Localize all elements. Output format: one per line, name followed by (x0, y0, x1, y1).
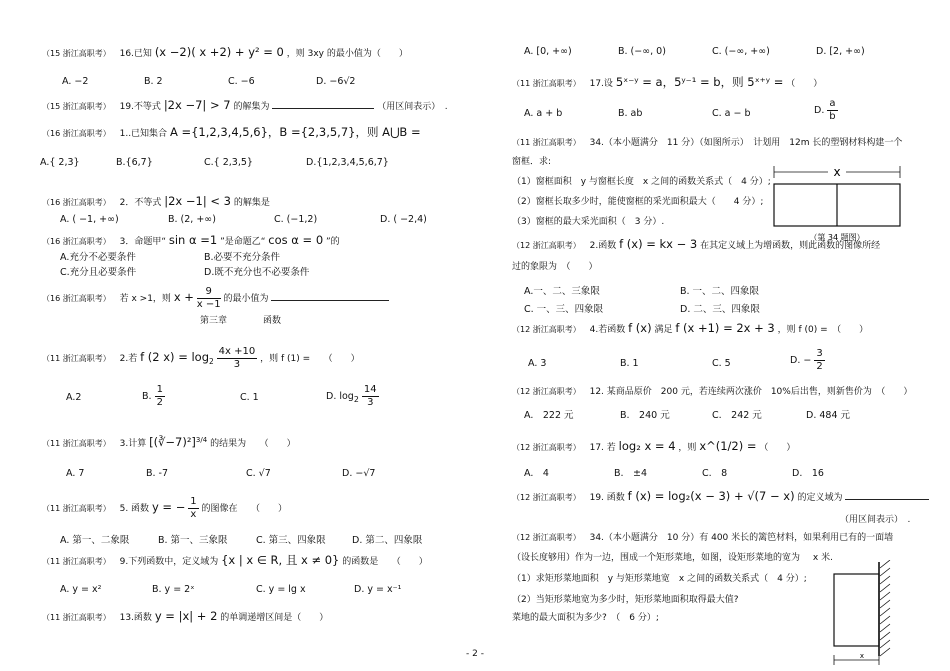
option-c: C. a − b (712, 108, 751, 119)
option-d: D. −6√2 (316, 76, 356, 87)
sub-question: （1）窗框面积 y 与窗框长度 x 之间的函数关系式（ 4 分）; (512, 177, 771, 187)
option-a: A. ( −1, +∞) (60, 214, 119, 225)
question-12-17: （12 浙江高职考） 17. 若 log₂ x = 4 ，则 x^(1/2) = （ ） (512, 439, 796, 453)
option-b: B. $\frac{1}{2}$ (142, 384, 163, 408)
option-c: C. 5 (712, 358, 731, 369)
question-12-34: （12 浙江高职考） 34.（本小题满分 10 分）有 400 米长的篱笆材料，如果利用已有的一面墙 (512, 533, 894, 543)
question-12-12: （12 浙江高职考） 12. 某商品原价 200 元，若连续两次涨价 10%后出售，则新售价为 （ ） (512, 387, 913, 397)
question-12-4: （12 浙江高职考） 4.若函数 f (x) 满足 f (x +1) = 2x + 3 ，则 f (0) = （ ） (512, 321, 869, 335)
question-text: 窗框．求: (512, 157, 552, 167)
option-d: D. [2, +∞) (816, 46, 865, 57)
answer-blank (845, 490, 929, 500)
option-c: C.{ 2,3,5} (204, 157, 253, 168)
option-d: D. ( −2,4) (380, 214, 427, 225)
option-d: D. 16 (792, 468, 824, 479)
answer-blank (271, 291, 389, 301)
option-a: A. y = x² (60, 584, 102, 595)
option-d: D. 484 元 (806, 410, 851, 421)
option-a: A.一、二、三象限 (524, 286, 600, 297)
question-16-3: （16 浙江高职考） 3．命题甲“ sin α =1 ”是命题乙“ cos α = 0 ”的 (42, 233, 340, 247)
option-c: C. y = lg x (256, 584, 306, 595)
question-12-2: （12 浙江高职考） 2.函数 f (x) = kx − 3 在其定义域上为增函数，则此函数的图像所经 (512, 237, 881, 251)
option-c: C. 第三、四象限 (256, 535, 326, 546)
option-d: D.{1,2,3,4,5,6,7} (306, 157, 389, 168)
option-b: B. -7 (146, 468, 169, 479)
figure-label: x (833, 165, 841, 179)
option-b: B. (2, +∞) (168, 214, 216, 225)
question-11-13: （11 浙江高职考） 13.函数 y = |x| + 2 的单调递增区间是（ ） (42, 609, 329, 623)
vegetable-plot-figure (830, 560, 896, 668)
option-a: A. a + b (524, 108, 563, 119)
option-b: B. 1 (620, 358, 639, 369)
question-11-2: （11 浙江高职考） 2.若 f (2 $x) = \log_2$ $\frac{4x +10}{3}$ ，则 f (1) = （ ） (42, 346, 360, 370)
option-b: B. 第一、三象限 (158, 535, 228, 546)
option-d: D. $\log_2$ $\frac{14}{3}$ (326, 384, 377, 408)
option-b: B. 一、二、四象限 (680, 286, 760, 297)
question-15-19: （15 浙江高职考） 19.不等式 |2x −7| > 7 的解集为 （用区间表示） . (42, 98, 448, 112)
question-16-1: （16 浙江高职考） 1..已知集合 A ={1,2,3,4,5,6}，B ={2,3,5,7}，则 A⋃B = (42, 125, 421, 139)
option-b: B. 240 元 (620, 410, 670, 421)
question-16-2: （16 浙江高职考） 2．不等式 |2x −1| < 3 的解集是 (42, 194, 270, 208)
option-a: A. 222 元 (524, 410, 574, 421)
option-d: D. $\frac{a}{b}$ (814, 98, 836, 122)
question-text: （设长度够用）作为一边，围成一个矩形菜地，如图，设矩形菜地的宽为 x 米. (512, 553, 833, 563)
option-c: C. −6 (228, 76, 255, 87)
page-number: - 2 - (466, 649, 484, 659)
answer-blank (272, 99, 374, 109)
option-d: D. y = x⁻¹ (354, 584, 402, 595)
option-d: D. 二、三、四象限 (680, 304, 760, 315)
sub-question: （1）求矩形菜地面积 y 与矩形菜地宽 x 之间的函数关系式（ 4 分）; (512, 574, 807, 584)
fraction: $\frac{1}{x}$ (190, 496, 197, 520)
option-c: C. (−1,2) (274, 214, 318, 225)
question-text: 过的象限为 （ ） (512, 262, 598, 272)
question-11-5: （11 浙江高职考） 5. 函数 y = − $\frac{1}{x}$ 的图像在 （ ） (42, 496, 287, 520)
option-c: C.充分且必要条件 (60, 267, 137, 278)
wall-hatching (880, 560, 890, 656)
window-frame-figure (770, 160, 904, 242)
option-a: A.充分不必要条件 (60, 252, 136, 263)
option-d: D. −√7 (342, 468, 376, 479)
question-11-9: （11 浙江高职考） 9.下列函数中，定义域为 {x | x ∈ R, 且 x ≠ 0} 的函数是 （ ） (42, 553, 428, 567)
option-b: B. 2 (144, 76, 163, 87)
question-11-3: （11 浙江高职考） 3.计算 [(∛−7)²]$^{3/4}$ 的结果为 （ ） (42, 435, 296, 449)
option-c: C. 1 (240, 392, 259, 403)
option-b: B. ±4 (614, 468, 648, 479)
option-b: B.必要不充分条件 (204, 252, 281, 263)
question-15-16: （15 浙江高职考） 16.已知 (x −2)( x +2) + y² = 0 ，则 3xy 的最小值为（ ） (42, 45, 408, 59)
option-b: B.{6,7} (116, 157, 153, 168)
chapter-heading: 第三章 函数 (200, 316, 282, 326)
option-b: B. y = 2ˣ (152, 584, 195, 595)
option-a: A. −2 (62, 76, 89, 87)
sub-question: （3）窗框的最大采光面积（ 3 分）. (512, 217, 665, 227)
option-c: C. √7 (246, 468, 271, 479)
option-b: B. ab (618, 108, 643, 119)
option-c: C. (−∞, +∞) (712, 46, 770, 57)
option-d: D. − $\frac{3}{2}$ (790, 348, 823, 372)
sub-question: （2）当矩形菜地宽为多少时，矩形菜地面积取得最大值? (512, 595, 739, 605)
question-16-min: （16 浙江高职考） 若 x >1，则 x + $\frac{9}{x -1}$ 的最小值为 (42, 286, 389, 311)
figure-caption: （第 34 题图） (809, 233, 865, 242)
option-a: A. 4 (524, 468, 549, 479)
option-b: B. (−∞, 0) (618, 46, 666, 57)
option-d: D.既不充分也不必要条件 (204, 267, 310, 278)
sub-question: 菜地的最大面积为多少? （ 6 分）; (512, 613, 659, 623)
fraction: $\frac{4x +10}{3}$ (218, 346, 256, 370)
option-a: A. [0, +∞) (524, 46, 572, 57)
option-d: D. 第二、四象限 (352, 535, 423, 546)
option-a: A. 第一、二象限 (60, 535, 130, 546)
sub-question: （2）窗框长取多少时，能使窗框的采光面积最大（ 4 分）; (512, 197, 764, 207)
option-c: C. 8 (702, 468, 728, 479)
option-c: C. 242 元 (712, 410, 762, 421)
option-a: A. 3 (528, 358, 547, 369)
question-11-17: （11 浙江高职考） 17.设 5ˣ⁻ʸ = a，5ʸ⁻¹ = b，则 5ˣ⁺ʸ = （ ） (512, 75, 823, 89)
fraction: $\frac{9}{x -1}$ (196, 286, 221, 310)
figure-label: x (859, 652, 865, 660)
option-a: A.{ 2,3} (40, 157, 80, 168)
question-11-34: （11 浙江高职考） 34.（本小题满分 11 分）（如图所示） 计划用 12m 长的塑钢材料构建一个 (512, 138, 903, 148)
answer-note: （用区间表示） . (840, 515, 911, 525)
option-a: A.2 (66, 392, 82, 403)
option-c: C. 一、三、四象限 (524, 304, 604, 315)
option-a: A. 7 (66, 468, 85, 479)
question-12-19: （12 浙江高职考） 19. 函数 f (x) = log₂(x − 3) + √(7 − x) 的定义域为 (512, 490, 929, 504)
